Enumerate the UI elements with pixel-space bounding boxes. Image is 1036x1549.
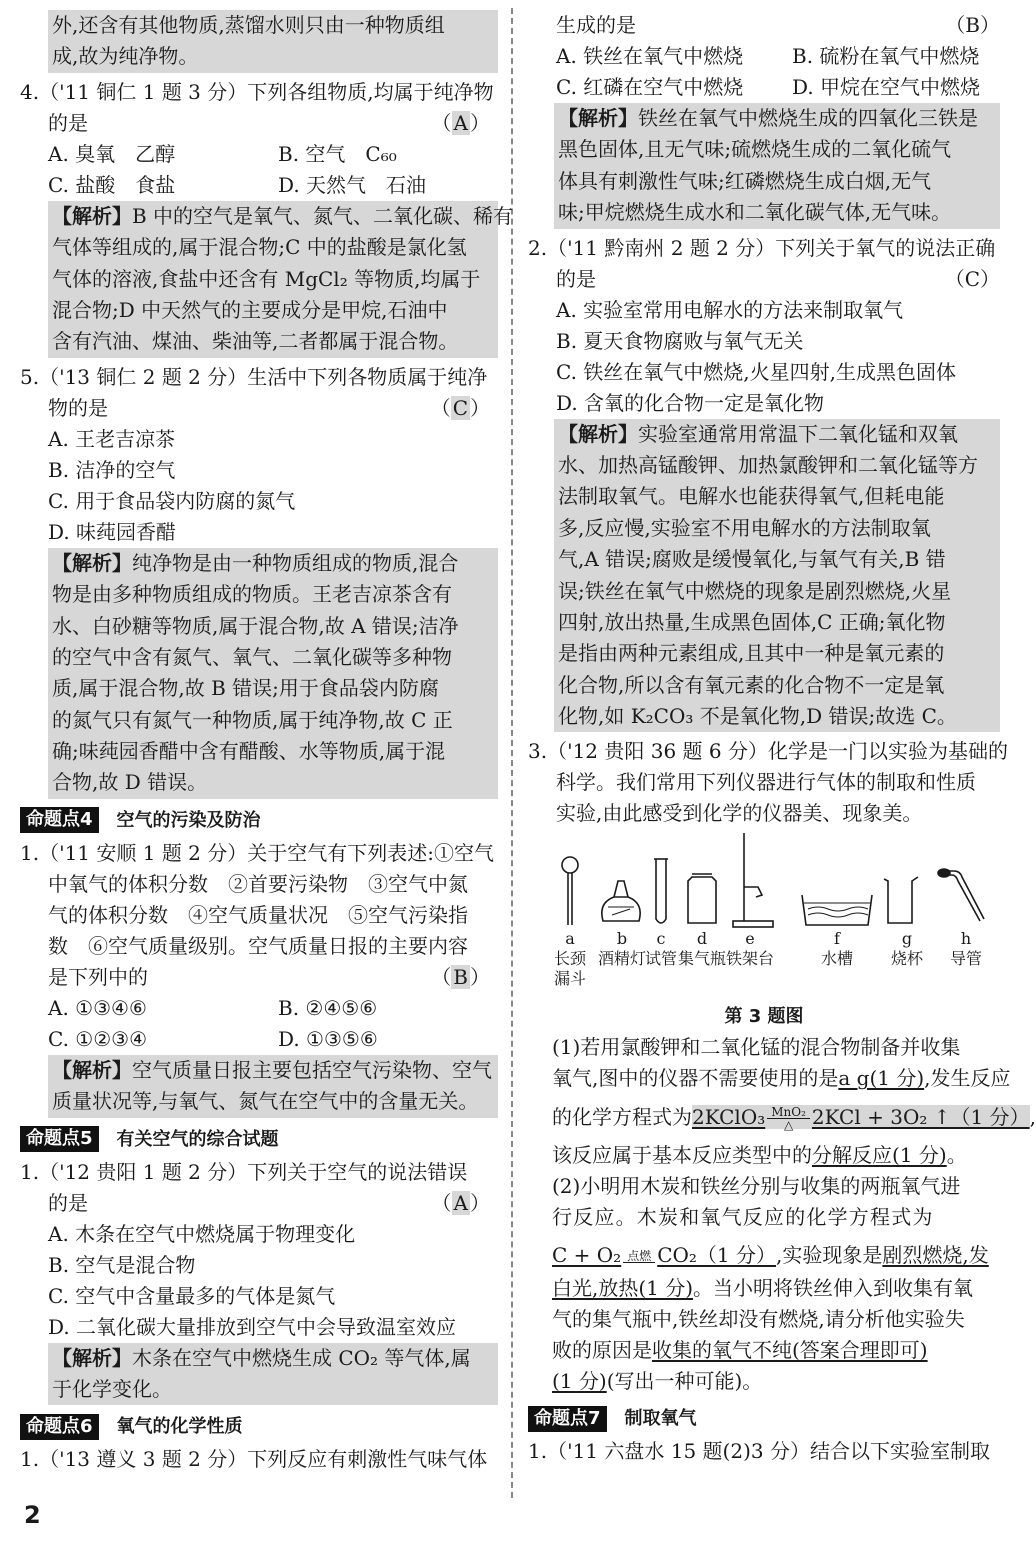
gas-collecting-bottle-icon <box>688 874 716 923</box>
bracket-open: （ <box>430 395 451 420</box>
answer-bracket <box>431 393 490 424</box>
answer-letter: C <box>452 395 468 420</box>
answer-paragraph-line <box>528 1273 1000 1304</box>
text: 的化学方程式为 <box>552 1105 692 1130</box>
bracket-close: ） <box>470 110 490 135</box>
equation-products: 2KCl + 3O₂ ↑（1 分） <box>811 1105 1030 1130</box>
explanation-line: 气,A 错误;腐败是缓慢氧化,与氧气有关,B 错 <box>558 547 946 572</box>
answer-paragraph-line <box>528 1094 1036 1140</box>
option-b: B. 洁净的空气 <box>48 457 176 482</box>
explanation-line: 水、白砂糖等物质,属于混合物,故 A 错误;洁净 <box>52 613 459 638</box>
answer-bracket <box>432 108 490 139</box>
option-row <box>20 1024 498 1055</box>
answer-letter: A <box>453 1190 468 1215</box>
question-5 <box>20 362 498 799</box>
answer-letter: B <box>965 13 980 37</box>
explanation-line: 是指由两种元素组成,且其中一种是氧元素的 <box>558 641 945 666</box>
answer-paragraph-line <box>528 1366 1000 1397</box>
text: (写出一种可能)。 <box>606 1369 763 1394</box>
explanation-line: 成,故为纯净物。 <box>52 44 199 69</box>
section-label: 命题点4 <box>20 807 99 833</box>
apparatus-letter: h <box>960 929 972 949</box>
section-heading-5 <box>20 1124 498 1155</box>
bracket-open: （ <box>431 964 452 989</box>
option-d: D. 天然气 石油 <box>278 172 427 197</box>
explanation-line: 的空气中含有氮气、氧气、二氧化碳等多种物 <box>52 644 452 669</box>
apparatus-name: 长颈漏斗 <box>553 949 586 989</box>
answer-paragraph-line <box>528 1140 1000 1171</box>
section5-question-1 <box>20 1157 498 1406</box>
answer-paragraph-line <box>528 1335 1000 1366</box>
iron-stand-icon <box>733 833 773 927</box>
filled-answer: 白光,放热(1 分) <box>552 1276 694 1301</box>
explanation-line <box>558 103 996 134</box>
stem-text: 的是 <box>556 266 596 291</box>
explanation-line: 气体的溶液,食盐中还含有 MgCl₂ 等物质,均属于 <box>52 266 481 291</box>
option-c: C. 盐酸 食盐 <box>48 172 176 197</box>
page-number: 2 <box>24 1501 41 1529</box>
question-stem: 气的体积分数 ④空气质量状况 ⑤空气污染指 <box>48 902 468 927</box>
apparatus-name: 铁架台 <box>725 949 774 969</box>
bracket-open: （ <box>944 266 965 291</box>
option-d: D. 含氧的化合物一定是氧化物 <box>556 390 825 415</box>
bracket-close: ） <box>980 13 1000 37</box>
bracket-open: （ <box>945 13 966 37</box>
explanation-line <box>52 1055 494 1086</box>
explanation-line: 味;甲烷燃烧生成水和二氧化碳气体,无气味。 <box>558 200 952 225</box>
explanation-line <box>558 419 996 450</box>
answer-paragraph-line <box>528 1063 1011 1094</box>
bracket-close: ） <box>470 395 490 420</box>
water-trough-icon <box>802 895 872 925</box>
heat-symbol: △ <box>783 1118 794 1133</box>
option-d: D. 味莼园香醋 <box>48 519 177 544</box>
answer-paragraph-line: (1)若用氯酸钾和二氧化锰的混合物制备并收集 <box>552 1035 961 1060</box>
equation-reactants: C + O₂ <box>552 1243 622 1268</box>
option-row <box>20 139 498 170</box>
option-c: C. 用于食品袋内防腐的氮气 <box>48 488 296 513</box>
beaker-icon <box>884 877 918 923</box>
apparatus-name: 酒精灯 <box>597 949 646 969</box>
explanation-line: 化合物,所以含有氧元素的化合物不一定是氧 <box>558 672 945 697</box>
stem-text: 是下列中的 <box>48 964 148 989</box>
catalyst: MnO₂ <box>767 1106 810 1119</box>
stem-text: 生成的是 <box>556 13 636 37</box>
explanation-line: 体具有刺激性气味;红磷燃烧生成白烟,无气 <box>558 168 932 193</box>
option-c: C. 红磷在空气中燃烧 <box>556 75 744 99</box>
question-stem: 5.（'13 铜仁 2 题 2 分）生活中下列各物质属于纯净 <box>20 364 488 389</box>
section-label: 命题点5 <box>20 1126 99 1152</box>
question-stem: 中氧气的体积分数 ②首要污染物 ③空气中氮 <box>48 871 468 896</box>
section-heading-7 <box>528 1403 1000 1434</box>
answer-paragraph-line: 行反应。木炭和氧气反应的化学方程式为 <box>552 1205 934 1230</box>
reaction-condition <box>623 1250 655 1263</box>
test-tube-icon <box>654 859 668 923</box>
question-3 <box>528 736 1036 1397</box>
apparatus-letter: a <box>565 929 575 949</box>
apparatus-name: 集气瓶 <box>677 949 726 969</box>
explanation-line: 误;铁丝在氧气中燃烧的现象是剧烈燃烧,火星 <box>558 578 952 603</box>
alcohol-lamp-icon <box>602 881 640 921</box>
question-stem: 1.（'11 安顺 1 题 2 分）关于空气有下列表述:①空气 <box>20 840 495 865</box>
explanation-line: 化物,如 K₂CO₃ 不是氧化物,D 错误;故选 C。 <box>558 704 957 729</box>
section-title: 制取氧气 <box>624 1408 697 1430</box>
question-stem <box>20 1188 498 1219</box>
column-divider <box>511 8 513 1498</box>
bracket-close: ） <box>470 1190 490 1215</box>
explanation-box <box>48 548 498 799</box>
explanation-tag: 【解析】 <box>52 550 132 575</box>
long-neck-funnel-icon <box>562 857 578 925</box>
question-stem: 4.（'11 铜仁 1 题 3 分）下列各组物质,均属于纯净物 <box>20 79 494 104</box>
filled-answer: 收集的氧气不纯(答案合理即可) <box>652 1338 928 1363</box>
filled-answer: a g(1 分) <box>838 1066 925 1091</box>
apparatus-label-g <box>875 929 939 969</box>
question-4 <box>20 77 514 358</box>
apparatus-figure <box>528 829 1000 1001</box>
section-heading-6 <box>20 1411 498 1442</box>
option-a: A. 王老吉凉茶 <box>48 426 176 451</box>
option-a: A. 铁丝在氧气中燃烧 <box>556 44 744 68</box>
explanation-line: 多,反应慢,实验室不用电解水的方法制取氧 <box>558 515 931 540</box>
apparatus-letter: e <box>745 929 755 949</box>
explanation-line: 气体等组成的,属于混合物;C 中的盐酸是氯化氢 <box>52 235 467 260</box>
explanation-line: 水、加热高锰酸钾、加热氯酸钾和二氧化锰等方 <box>558 452 978 477</box>
figure-caption: 第 3 题图 <box>724 1006 804 1028</box>
equation-reactants: 2KClO₃ <box>692 1105 766 1130</box>
option-a: A. 木条在空气中燃烧属于物理变化 <box>48 1221 356 1246</box>
option-a: A. 实验室常用电解水的方法来制取氧气 <box>556 297 904 322</box>
text: 氧气,图中的仪器不需要使用的是 <box>552 1066 839 1091</box>
apparatus-name: 导管 <box>949 949 982 969</box>
apparatus-name: 水槽 <box>820 949 853 969</box>
answer-bracket <box>431 962 490 993</box>
apparatus-letter: c <box>656 929 666 949</box>
filled-answer: 分解反应(1 分) <box>812 1143 947 1168</box>
bracket-close: ） <box>980 266 1000 291</box>
bracket-open: （ <box>431 110 452 135</box>
apparatus-letter: f <box>834 929 840 949</box>
section-heading-4 <box>20 805 498 836</box>
apparatus-label-h <box>934 929 998 969</box>
answer-bracket <box>945 264 1000 295</box>
explanation-line: 混合物;D 中天然气的主要成分是甲烷,石油中 <box>52 297 448 322</box>
left-column <box>20 10 514 1475</box>
option-row <box>528 41 1000 72</box>
explanation-text: 空气质量日报主要包括空气污染物、空气 <box>132 1057 492 1082</box>
answer-paragraph-line <box>528 1233 1000 1273</box>
apparatus-letter: b <box>616 929 628 949</box>
explanation-tag: 【解析】 <box>52 203 132 228</box>
explanation-box <box>554 419 1000 733</box>
option-b: B. 空气 C₆₀ <box>278 141 397 166</box>
text: ,发生反应 <box>924 1066 1011 1091</box>
option-d: D. 甲烷在空气中燃烧 <box>792 75 981 99</box>
filled-answer-equation <box>692 1105 1030 1133</box>
section-title: 氧气的化学性质 <box>116 1416 243 1438</box>
explanation-box <box>48 201 514 358</box>
explanation-text: 纯净物是由一种物质组成的物质,混合 <box>132 550 459 575</box>
explanation-tag: 【解析】 <box>52 1057 132 1082</box>
option-a: A. 臭氧 乙醇 <box>48 141 176 166</box>
option-b: B. 空气是混合物 <box>48 1252 196 1277</box>
explanation-text: B 中的空气是氧气、氮气、二氧化碳、稀有 <box>132 203 514 228</box>
section-label: 命题点7 <box>528 1406 607 1432</box>
apparatus-letter: d <box>696 929 708 949</box>
explanation-box <box>554 103 1000 229</box>
apparatus-name: 烧杯 <box>890 949 923 969</box>
question-stem: 科学。我们常用下列仪器进行气体的制取和性质 <box>556 770 976 795</box>
explanation-line: 质,属于混合物,故 B 错误;用于食品袋内防腐 <box>52 676 439 701</box>
answer-letter: A <box>453 110 468 135</box>
answer-letter: B <box>453 964 468 989</box>
continued-explanation <box>48 10 498 73</box>
section-title: 空气的污染及防治 <box>116 809 261 831</box>
question-stem <box>20 108 498 139</box>
text: 。当小明将铁丝伸入到收集有氧 <box>693 1276 974 1301</box>
explanation-text: 实验室通常用常温下二氧化锰和双氧 <box>638 421 958 446</box>
answer-paragraph-line: 气的集气瓶中,铁丝却没有燃烧,请分析他实验失 <box>552 1307 965 1332</box>
question-stem: 实验,由此感受到化学的仪器美、现象美。 <box>556 801 923 826</box>
answer-letter: C <box>964 266 980 291</box>
equation-products: CO₂（1 分） <box>657 1243 777 1268</box>
option-b: B. ②④⑤⑥ <box>278 995 378 1020</box>
option-d: D. ①③⑤⑥ <box>278 1026 378 1051</box>
question-stem <box>528 264 1000 295</box>
text: 该反应属于基本反应类型中的 <box>552 1143 812 1168</box>
explanation-line: 确;味莼园香醋中含有醋酸、水等物质,属于混 <box>52 739 446 764</box>
apparatus-label-f <box>805 929 869 969</box>
apparatus-letter: g <box>901 929 913 949</box>
explanation-line: 四射,放出热量,生成黑色固体,C 正确;氧化物 <box>558 609 946 634</box>
explanation-text: 铁丝在氧气中燃烧生成的四氧化三铁是 <box>638 106 978 130</box>
question-stem <box>20 962 498 993</box>
explanation-tag: 【解析】 <box>558 106 638 130</box>
text: 败的原因是 <box>552 1338 652 1363</box>
stem-text: 的是 <box>48 110 88 135</box>
explanation-line: 于化学变化。 <box>52 1377 172 1402</box>
explanation-line: 外,还含有其他物质,蒸馏水则只由一种物质组 <box>52 13 445 37</box>
option-d: D. 二氧化碳大量排放到空气中会导致温室效应 <box>48 1314 457 1339</box>
question-stem <box>20 393 498 424</box>
option-c: C. 铁丝在氧气中燃烧,火星四射,生成黑色固体 <box>556 359 957 384</box>
section6-question-1-stem: 1.（'13 遵义 3 题 2 分）下列反应有刺激性气味气体 <box>20 1447 488 1472</box>
filled-answer-equation <box>552 1243 776 1267</box>
right-column <box>528 10 1036 1467</box>
option-c: C. ①②③④ <box>48 1026 148 1051</box>
option-row <box>20 170 498 201</box>
section-label: 命题点6 <box>20 1414 99 1440</box>
delivery-tube-icon <box>938 869 984 921</box>
explanation-line: 的氮气只有氮气一种物质,属于纯净物,故 C 正 <box>52 707 453 732</box>
continued-question-stem <box>528 10 1000 41</box>
option-a: A. ①③④⑥ <box>48 995 147 1020</box>
filled-answer: (1 分) <box>552 1369 607 1394</box>
text: 。 <box>946 1143 967 1168</box>
explanation-tag: 【解析】 <box>558 421 638 446</box>
text: , <box>1029 1105 1036 1130</box>
explanation-line <box>52 548 494 579</box>
option-c: C. 空气中含量最多的气体是氮气 <box>48 1283 336 1308</box>
reaction-condition <box>767 1106 810 1131</box>
option-b: B. 夏天食物腐败与氧气无关 <box>556 328 804 353</box>
text: ,实验现象是 <box>776 1243 883 1268</box>
section4-question-1 <box>20 838 498 1118</box>
explanation-line <box>52 201 514 232</box>
question-stem: 1.（'12 贵阳 1 题 2 分）下列关于空气的说法错误 <box>20 1159 468 1184</box>
apparatus-label-e <box>718 929 782 969</box>
bracket-open: （ <box>431 1190 452 1215</box>
section7-question-1-stem: 1.（'11 六盘水 15 题(2)3 分）结合以下实验室制取 <box>528 1439 990 1464</box>
explanation-line: 物是由多种物质组成的物质。王老吉凉茶含有 <box>52 582 452 607</box>
explanation-box <box>48 1055 498 1118</box>
explanation-line: 合物,故 D 错误。 <box>52 770 208 795</box>
explanation-line: 法制取氧气。电解水也能获得氧气,但耗电能 <box>558 484 945 509</box>
apparatus-name: 试管 <box>644 949 677 969</box>
explanation-line: 黑色固体,且无气味;硫燃烧生成的二氧化硫气 <box>558 137 952 162</box>
question-stem: 数 ⑥空气质量级别。空气质量日报的主要内容 <box>48 933 468 958</box>
bracket-close: ） <box>470 964 490 989</box>
answer-bracket <box>432 1188 490 1219</box>
explanation-text: 木条在空气中燃烧生成 CO₂ 等气体,属 <box>132 1345 471 1370</box>
question-2 <box>528 233 1000 733</box>
ignition-condition: 点燃 <box>623 1250 655 1263</box>
answer-paragraph-line: (2)小明用木炭和铁丝分别与收集的两瓶氧气进 <box>552 1174 961 1199</box>
question-stem: 2.（'11 黔南州 2 题 2 分）下列关于氧气的说法正确 <box>528 235 996 260</box>
explanation-tag: 【解析】 <box>52 1345 132 1370</box>
stem-text: 物的是 <box>48 395 108 420</box>
stem-text: 的是 <box>48 1190 88 1215</box>
explanation-line: 含有汽油、煤油、柴油等,二者都属于混合物。 <box>52 329 459 354</box>
option-row <box>528 72 1000 103</box>
question-stem: 3.（'12 贵阳 36 题 6 分）化学是一门以实验为基础的 <box>528 739 1008 764</box>
option-row <box>20 993 498 1024</box>
filled-answer: 剧烈燃烧,发 <box>882 1243 989 1268</box>
option-b: B. 硫粉在氧气中燃烧 <box>792 44 980 68</box>
explanation-line <box>52 1343 494 1374</box>
section-title: 有关空气的综合试题 <box>116 1128 279 1150</box>
explanation-box <box>48 1343 498 1406</box>
answer-bracket <box>945 10 1000 41</box>
explanation-line: 质量状况等,与氧气、氮气在空气中的含量无关。 <box>52 1089 479 1114</box>
